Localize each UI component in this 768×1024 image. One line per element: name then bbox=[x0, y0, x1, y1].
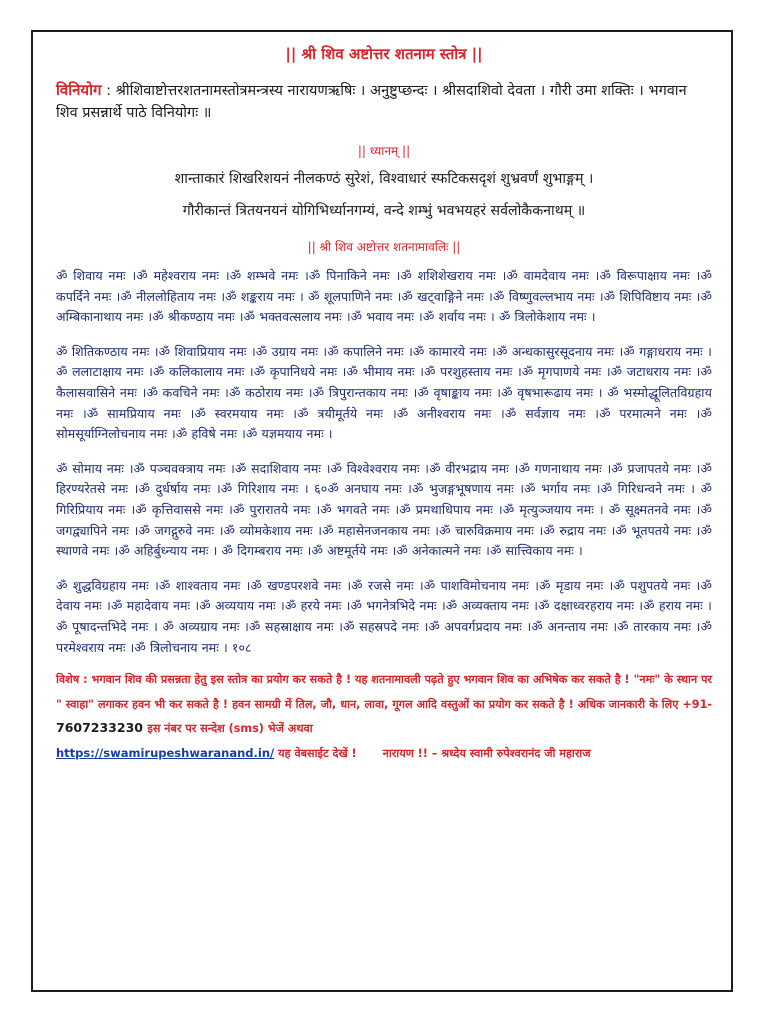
note-text-after: इस नंबर पर सन्देश (sms) भेजें अथवा bbox=[147, 722, 313, 736]
namavali-paragraph-2: ॐ शितिकण्ठाय नमः ।ॐ शिवाप्रियाय नमः ।ॐ उग्राय नमः ।ॐ कपालिने नमः ।ॐ कामारये नमः ।ॐ अन्धकासुरसूदनाय नमः ।ॐ गङ्गाधराय नमः ।ॐ ललाटाक्षाय नमः ।ॐ कलिकालाय नमः ।ॐ कृपानिधये नमः ।ॐ भीमाय नमः ।ॐ परशुहस्ताय नमः ।ॐ मृगपाणये नमः ।ॐ जटाधराय नमः ।ॐ कैलासवासिने नमः ।ॐ कवचिने नमः ।ॐ कठोराय नमः ।ॐ त्रिपुरान्तकाय नमः ।ॐ वृषाङ्काय नमः ।ॐ वृषभारूढाय नमः । ॐ भस्मोद्धूलितविग्रहाय नमः ।ॐ सामप्रियाय नमः ।ॐ स्वरमयाय नमः ।ॐ त्रयीमूर्तये नमः ।ॐ अनीश्वराय नमः ।ॐ सर्वज्ञाय नमः ।ॐ परमात्मने नमः ।ॐ सोमसूर्याग्निलोचनाय नमः ।ॐ हविषे नमः ।ॐ यज्ञमयाय नमः । bbox=[56, 343, 712, 442]
special-note bbox=[56, 668, 712, 741]
viniyog-text: : श्रीशिवाष्टोत्तरशतनामस्तोत्रमन्त्रस्य नारायणऋषिः । अनुष्टुप्छन्दः । श्रीसदाशिवो देवता । गौरी उमा शक्तिः । भगवान शिव प्रसन्नार्थे पाठे विनियोगः ॥ bbox=[56, 83, 687, 121]
viniyog-label: विनियोग bbox=[56, 81, 102, 99]
dhyan-verse-2: गौरीकान्तं त्रितयनयनं योगिभिर्ध्यानगम्यं, वन्दे शम्भुं भवभयहरं सर्वलोकैकनाथम् ॥ bbox=[182, 203, 586, 219]
dhyan-verse-1: शान्ताकारं शिखरिशयनं नीलकण्ठं सुरेशं, विश्वाधारं स्फटिकसदृशं शुभ्रवर्णं शुभाङ्गम् । bbox=[174, 171, 594, 187]
viniyog-section bbox=[56, 79, 712, 124]
namavali-paragraph-1: ॐ शिवाय नमः ।ॐ महेश्वराय नमः ।ॐ शम्भवे नमः ।ॐ पिनाकिने नमः ।ॐ शशिशेखराय नमः ।ॐ वामदेवाय नमः ।ॐ विरूपाक्षाय नमः ।ॐ कपर्दिने नमः ।ॐ नीललोहिताय नमः ।ॐ शङ्कराय नमः । ॐ शूलपाणिने नमः ।ॐ खट्वाङ्गिने नमः ।ॐ विष्णुवल्लभाय नमः ।ॐ शिपिविष्टाय नमः ।ॐ अम्बिकानाथाय नमः ।ॐ श्रीकण्ठाय नमः ।ॐ भक्तवत्सलाय नमः ।ॐ भवाय नमः ।ॐ शर्वाय नमः । ॐ त्रिलोकेशाय नमः । bbox=[56, 268, 712, 325]
namavali-heading: || श्री शिव अष्टोत्तर शतनामावलिः || bbox=[307, 240, 461, 254]
document-body bbox=[56, 44, 712, 764]
footer bbox=[56, 743, 712, 764]
website-link[interactable]: https://swamirupeshwaranand.in/ bbox=[56, 745, 275, 760]
page-title: || श्री शिव अष्टोत्तर शतनाम स्तोत्र || bbox=[285, 45, 483, 63]
website-link-suffix: यह वेबसाईट देखें ! bbox=[274, 746, 357, 760]
contact-phone[interactable]: 7607233230 bbox=[56, 720, 148, 736]
note-text: विशेष : भगवान शिव की प्रसन्नता हेतु इस स्तोत्र का प्रयोग कर सकते है ! यह शतनामावली पढ़ते हुए भगवान शिव का अभिषेक कर सकते है ! "नमः" के स्थान पर " स्वाहा" लगाकर हवन भी कर सकते है ! हवन सामग्री में तिल, जौ, धान, लावा, गूगल आदि वस्तुओं का प्रयोग कर सकते है ! अधिक जानकारी के लिए +91- bbox=[56, 673, 712, 711]
namavali-paragraph-3: ॐ सोमाय नमः ।ॐ पञ्चवक्त्राय नमः ।ॐ सदाशिवाय नमः ।ॐ विश्वेश्वराय नमः ।ॐ वीरभद्राय नमः ।ॐ गणनाथाय नमः ।ॐ प्रजापतये नमः ।ॐ हिरण्यरेतसे नमः ।ॐ दुर्धर्षाय नमः ।ॐ गिरिशाय नमः । ६०ॐ अनघाय नमः ।ॐ भुजङ्गभूषणाय नमः ।ॐ भर्गाय नमः ।ॐ गिरिधन्वने नमः । ॐ गिरिप्रियाय नमः ।ॐ कृत्तिवाससे नमः ।ॐ पुरारातये नमः ।ॐ भगवते नमः ।ॐ प्रमथाधिपाय नमः ।ॐ मृत्युञ्जयाय नमः । ॐ सूक्ष्मतनवे नमः ।ॐ जगद्व्यापिने नमः ।ॐ जगद्गुरुवे नमः ।ॐ व्योमकेशाय नमः ।ॐ महासेनजनकाय नमः ।ॐ चारुविक्रमाय नमः ।ॐ रुद्राय नमः ।ॐ भूतपतये नमः ।ॐ स्थाणवे नमः ।ॐ अहिर्बुध्न्याय नमः । ॐ दिगम्बराय नमः ।ॐ अष्टमूर्तये नमः ।ॐ अनेकात्मने नमः ।ॐ सात्त्विकाय नमः । bbox=[56, 460, 712, 559]
signature: नारायण !! – श्रध्देय स्वामी रुपेश्वरानंद जी महाराज bbox=[382, 746, 591, 760]
namavali-paragraph-4: ॐ शुद्धविग्रहाय नमः ।ॐ शाश्वताय नमः ।ॐ खण्डपरशवे नमः ।ॐ रजसे नमः ।ॐ पाशविमोचनाय नमः ।ॐ मृडाय नमः ।ॐ पशुपतये नमः ।ॐ देवाय नमः ।ॐ महादेवाय नमः ।ॐ अव्ययाय नमः ।ॐ हरये नमः ।ॐ भगनेत्रभिदे नमः ।ॐ अव्यक्ताय नमः ।ॐ दक्षाध्वरहराय नमः ।ॐ हराय नमः ।ॐ पूषादन्तभिदे नमः । ॐ अव्यग्राय नमः ।ॐ सहस्राक्षाय नमः ।ॐ सहस्रपदे नमः ।ॐ अपवर्गप्रदाय नमः ।ॐ अनन्ताय नमः ।ॐ तारकाय नमः ।ॐ परमेश्वराय नमः ।ॐ त्रिलोचनाय नमः । १०८ bbox=[56, 577, 712, 655]
dhyan-heading: || ध्यानम् || bbox=[357, 144, 411, 158]
